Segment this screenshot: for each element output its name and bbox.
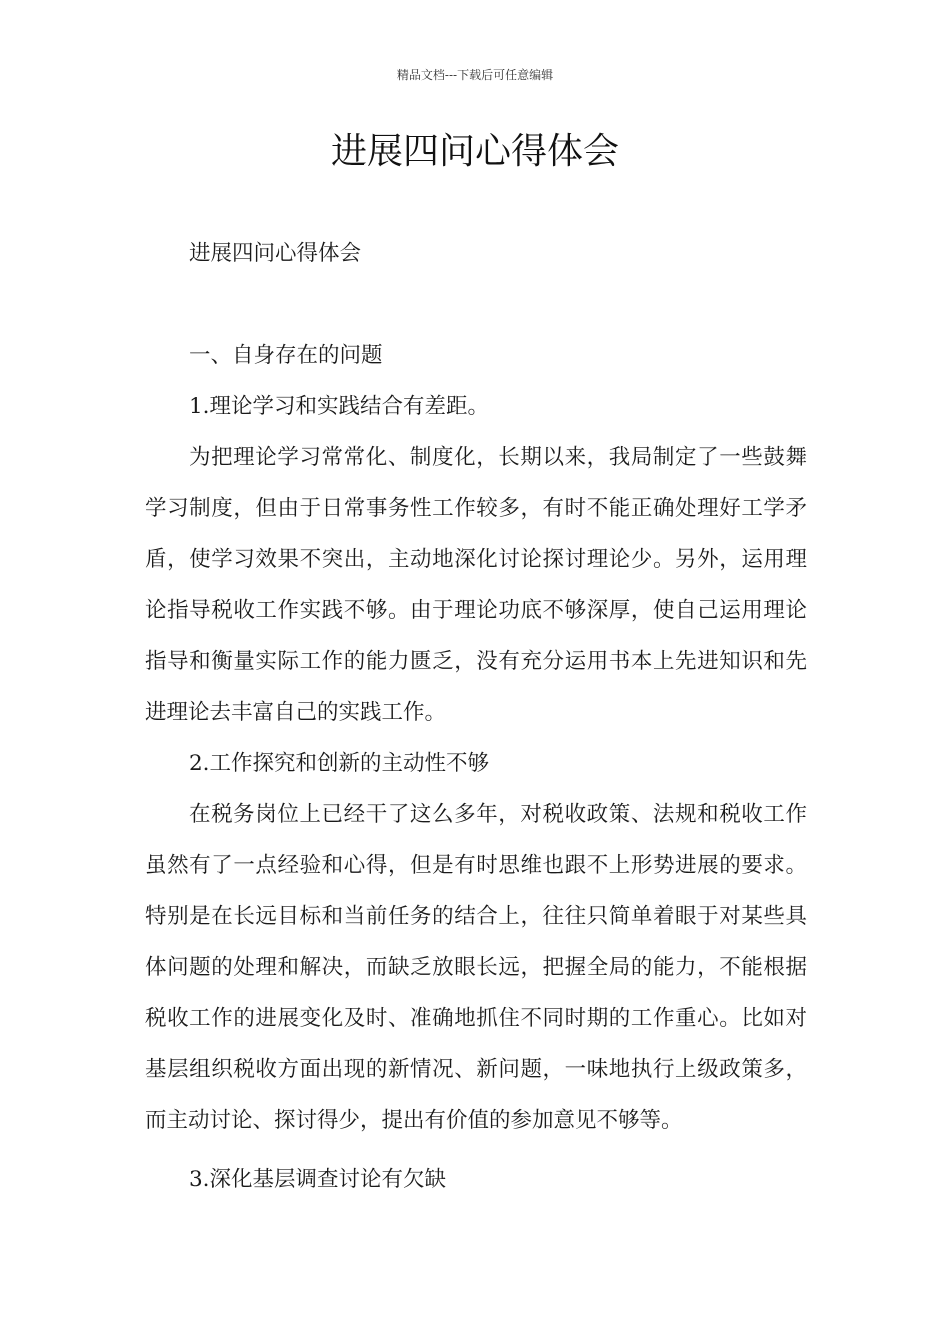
- item-heading-2: 2.工作探究和创新的主动性不够: [189, 751, 490, 776]
- item-paragraph-1: 为把理论学习常常化、制度化，长期以来，我局制定了一些鼓舞学习制度，但由于日常事务性工作较多，有时不能正确处理好工学矛盾，使学习效果不突出，主动地深化讨论探讨理论少。另外，运用理论指导税收工作实践不够。由于理论功底不够深厚，使自己运用理论指导和衡量实际工作的能力匮乏，没有充分运用书本上先进知识和先进理论去丰富自己的实践工作。: [145, 445, 807, 725]
- document-subtitle: 进展四问心得体会: [189, 241, 362, 266]
- document-body: [145, 228, 807, 1205]
- document-title: 进展四问心得体会: [330, 131, 619, 172]
- item-heading-1: 1.理论学习和实践结合有差距。: [189, 394, 490, 419]
- section-heading-problems: 一、自身存在的问题: [189, 343, 383, 368]
- page-header: 精品文档---下载后可任意编辑: [396, 68, 554, 82]
- item-heading-3: 3.深化基层调查讨论有欠缺: [189, 1167, 447, 1192]
- spacer: [145, 279, 807, 330]
- spacer: [145, 1146, 807, 1154]
- item-paragraph-2: 在税务岗位上已经干了这么多年，对税收政策、法规和税收工作虽然有了一点经验和心得，但是有时思维也跟不上形势进展的要求。特别是在长远目标和当前任务的结合上，往往只简单着眼于对某些具体问题的处理和解决，而缺乏放眼长远，把握全局的能力，不能根据税收工作的进展变化及时、准确地抓住不同时期的工作重心。比如对基层组织税收方面出现的新情况、新问题，一味地执行上级政策多，而主动讨论、探讨得少，提出有价值的参加意见不够等。: [145, 802, 807, 1133]
